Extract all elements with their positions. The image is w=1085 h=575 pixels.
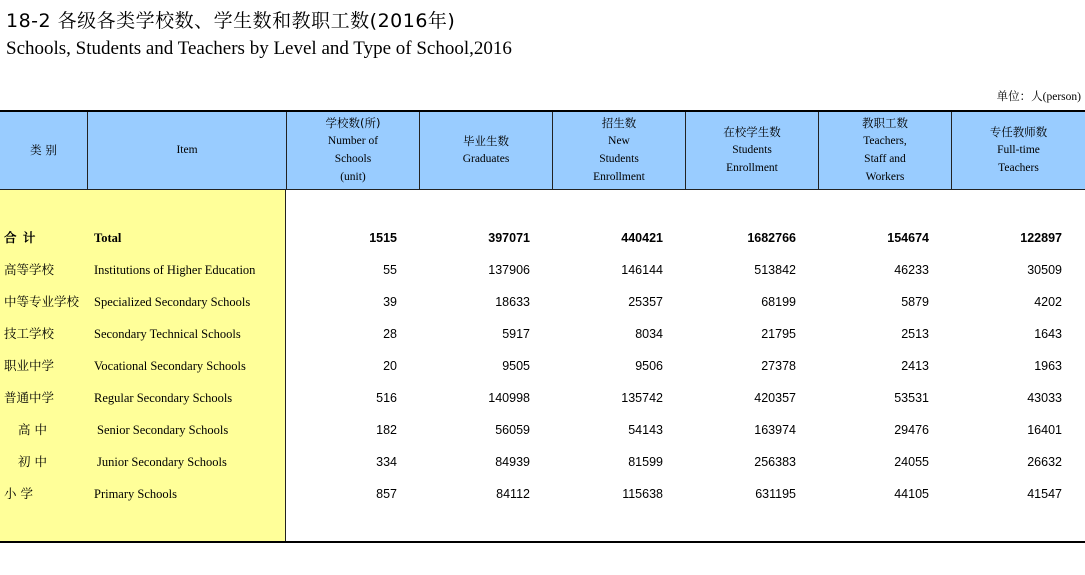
cell-staff: 24055	[894, 455, 929, 469]
cell-staff: 154674	[887, 231, 929, 245]
row-label-en: Specialized Secondary Schools	[94, 295, 251, 309]
header-col-new-enrollment: 招生数 New Students Enrollment	[553, 112, 686, 190]
table-row	[0, 414, 1085, 446]
cell-schools: 1515	[369, 231, 397, 245]
cell-graduates: 5917	[502, 327, 530, 341]
cell-schools: 334	[376, 455, 397, 469]
row-label-en: Junior Secondary Schools	[97, 455, 227, 469]
cell-staff: 44105	[894, 487, 929, 501]
cell-enrollment: 21795	[761, 327, 796, 341]
cell-fulltime-teachers: 30509	[1027, 263, 1062, 277]
row-label-cn: 合 计	[4, 230, 37, 245]
cell-enrollment: 513842	[754, 263, 796, 277]
cell-staff: 2413	[901, 359, 929, 373]
cell-new-enrollment: 25357	[628, 295, 663, 309]
cell-schools: 516	[376, 391, 397, 405]
cell-new-enrollment: 54143	[628, 423, 663, 437]
cell-schools: 55	[383, 263, 397, 277]
cell-enrollment: 420357	[754, 391, 796, 405]
cell-staff: 53531	[894, 391, 929, 405]
table-bottom-rule	[0, 541, 1085, 543]
cell-graduates: 84939	[495, 455, 530, 469]
page-title-english: Schools, Students and Teachers by Level and Type of School,2016	[6, 38, 512, 59]
row-label-en: Total	[94, 231, 122, 245]
header-item: Item	[88, 112, 287, 190]
cell-fulltime-teachers: 122897	[1020, 231, 1062, 245]
header-col-staff: 教职工数 Teachers, Staff and Workers	[819, 112, 952, 190]
cell-enrollment: 27378	[761, 359, 796, 373]
row-label-cn: 普通中学	[4, 390, 55, 405]
row-label-cn: 技工学校	[4, 326, 55, 341]
row-label-en: Senior Secondary Schools	[97, 423, 229, 437]
cell-schools: 39	[383, 295, 397, 309]
cell-new-enrollment: 81599	[628, 455, 663, 469]
cell-new-enrollment: 115638	[622, 487, 663, 501]
cell-schools: 857	[376, 487, 397, 501]
cell-new-enrollment: 8034	[635, 327, 663, 341]
row-label-en: Secondary Technical Schools	[94, 327, 241, 341]
cell-enrollment: 256383	[754, 455, 796, 469]
header-category-cn: 类 别	[0, 112, 88, 190]
cell-fulltime-teachers: 26632	[1027, 455, 1062, 469]
table-row	[0, 350, 1085, 382]
table-row	[0, 318, 1085, 350]
row-label-en: Vocational Secondary Schools	[94, 359, 246, 373]
cell-staff: 5879	[901, 295, 929, 309]
cell-enrollment: 68199	[761, 295, 796, 309]
cell-enrollment: 163974	[754, 423, 796, 437]
row-label-cn: 小 学	[4, 486, 33, 501]
header-col-schools: 学校数(所) Number of Schools (unit)	[287, 112, 420, 190]
cell-fulltime-teachers: 1963	[1034, 359, 1062, 373]
cell-staff: 2513	[901, 327, 929, 341]
cell-new-enrollment: 146144	[621, 263, 663, 277]
cell-graduates: 397071	[488, 231, 530, 245]
cell-graduates: 84112	[496, 487, 530, 501]
row-label-cn: 初 中	[18, 454, 47, 469]
cell-new-enrollment: 9506	[635, 359, 663, 373]
cell-fulltime-teachers: 43033	[1027, 391, 1062, 405]
row-label-en: Institutions of Higher Education	[94, 263, 256, 277]
header-col-fulltime-teachers: 专任教师数 Full-time Teachers	[952, 112, 1085, 190]
row-label-cn: 高 中	[18, 422, 47, 437]
cell-schools: 28	[383, 327, 397, 341]
header-col-graduates: 毕业生数 Graduates	[420, 112, 553, 190]
cell-graduates: 137906	[488, 263, 530, 277]
cell-new-enrollment: 440421	[621, 231, 663, 245]
row-label-en: Regular Secondary Schools	[94, 391, 233, 405]
cell-fulltime-teachers: 41547	[1027, 487, 1062, 501]
cell-graduates: 9505	[502, 359, 530, 373]
cell-schools: 20	[383, 359, 397, 373]
table-row	[0, 254, 1085, 286]
table-row	[0, 382, 1085, 414]
unit-label: 单位：人(person)	[996, 91, 1081, 103]
cell-fulltime-teachers: 4202	[1034, 295, 1062, 309]
table-row	[0, 446, 1085, 478]
table-row-total	[0, 222, 1085, 254]
cell-schools: 182	[376, 423, 397, 437]
page-title-chinese: 18-2 各级各类学校数、学生数和教职工数(2016年)	[6, 10, 456, 32]
cell-staff: 46233	[894, 263, 929, 277]
cell-enrollment: 631195	[755, 487, 796, 501]
cell-graduates: 140998	[488, 391, 530, 405]
cell-graduates: 56059	[495, 423, 530, 437]
row-label-cn: 中等专业学校	[4, 294, 80, 309]
cell-new-enrollment: 135742	[621, 391, 663, 405]
table-row	[0, 286, 1085, 318]
row-label-cn: 高等学校	[4, 262, 55, 277]
row-label-en: Primary Schools	[94, 487, 177, 501]
cell-fulltime-teachers: 1643	[1034, 327, 1062, 341]
cell-enrollment: 1682766	[747, 231, 796, 245]
cell-fulltime-teachers: 16401	[1027, 423, 1062, 437]
row-label-cn: 职业中学	[4, 358, 55, 373]
cell-staff: 29476	[894, 423, 929, 437]
header-col-enrollment: 在校学生数 Students Enrollment	[686, 112, 819, 190]
cell-graduates: 18633	[495, 295, 530, 309]
table-row	[0, 478, 1085, 510]
